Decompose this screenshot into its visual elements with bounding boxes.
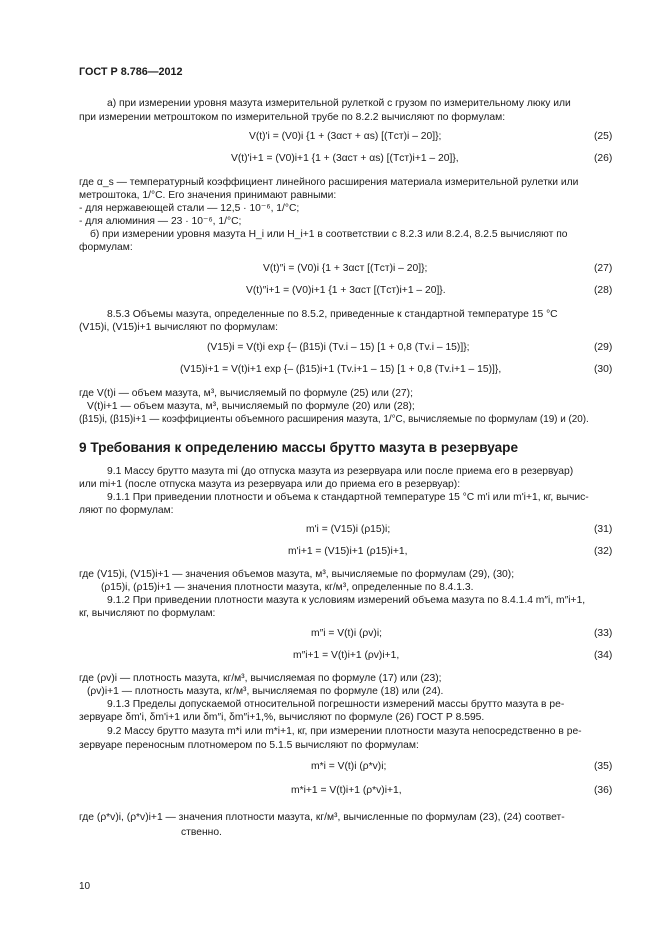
equation-number-31: (31) xyxy=(594,524,613,535)
section-92-line1: 9.2 Массу брутто мазута m*i или m*i+1, кг, при измерении плотности мазута непосредственно в ре- xyxy=(107,726,582,737)
formula-33: m″i = V(t)i (ρv)i; xyxy=(311,628,382,639)
equation-number-29: (29) xyxy=(594,342,613,353)
equation-number-33: (33) xyxy=(594,628,613,639)
formula-26: V(t)'i+1 = (V0)i+1 {1 + (3αст + αs) [(Tст)i+1 – 20]}, xyxy=(231,153,459,164)
paragraph-b-line1: б) при измерении уровня мазута H_i или H_i+1 в соответствии с 8.2.3 или 8.2.4, 8.2.5 вычисляют по xyxy=(90,229,568,240)
alpha-definition-line2: метроштока, 1/°С. Его значения принимают равными: xyxy=(79,190,337,201)
formula-27: V(t)″i = (V0)i {1 + 3αст [(Tст)i – 20]}; xyxy=(263,263,428,274)
paragraph-a-line2: при измерении метроштоком по измерительной трубе по 8.2.2 вычисляют по формулам: xyxy=(79,112,506,123)
section-912-line2: кг, вычисляют по формулам: xyxy=(79,608,216,619)
equation-number-26: (26) xyxy=(594,153,613,164)
alpha-definition-line1: где α_s — температурный коэффициент линейного расширения материала измерительной рулетки или xyxy=(79,177,579,188)
section-913-line2: зервуаре δm'i, δm'i+1 или δm″i, δm″i+1,%, вычисляют по формуле (26) ГОСТ Р 8.595. xyxy=(79,712,485,723)
formula-32: m'i+1 = (V15)i+1 (ρ15)i+1, xyxy=(288,546,408,557)
equation-number-25: (25) xyxy=(594,131,613,142)
paragraph-a-line1: а) при измерении уровня мазута измерительной рулеткой с грузом по измерительному люку или xyxy=(107,98,571,109)
section-911-line2: ляют по формулам: xyxy=(79,505,174,516)
section-912-line1: 9.1.2 При приведении плотности мазута к условиям измерений объема мазута по 8.4.1.4 m″i, m″i+1, xyxy=(107,595,586,606)
steel-value: - для нержавеющей стали — 12,5 · 10⁻⁶, 1/°С; xyxy=(79,203,300,214)
equation-number-28: (28) xyxy=(594,285,613,296)
section-853-line2: (V15)i, (V15)i+1 вычисляют по формулам: xyxy=(79,322,278,333)
aluminium-value: - для алюминия — 23 · 10⁻⁶, 1/°С; xyxy=(79,216,242,227)
equation-number-34: (34) xyxy=(594,650,613,661)
gde-rho-line2: (ρv)i+1 — плотность мазута, кг/м³, вычисляемая по формуле (18) или (24). xyxy=(87,686,444,697)
formula-25: V(t)'i = (V0)i {1 + (3αст + αs) [(Tст)i – 20]}; xyxy=(249,131,442,142)
formula-29: (V15)i = V(t)i exp {– (β15)i (Tv.i – 15) [1 + 0,8 (Tv.i – 15)]}; xyxy=(207,342,470,353)
where-line3: (β15)i, (β15)i+1 — коэффициенты объемного расширения мазута, 1/°С, вычисляемые по формулам (19) и (20). xyxy=(79,414,589,425)
equation-number-27: (27) xyxy=(594,263,613,274)
section-911-line1: 9.1.1 При приведении плотности и объема к стандартной температуре 15 °С m'i или m'i+1, кг, вычис- xyxy=(107,492,589,503)
section-91-line1: 9.1 Массу брутто мазута mi (до отпуска мазута из резервуара или после приема его в резервуар) xyxy=(107,466,574,477)
where-line1: где V(t)i — объем мазута, м³, вычисляемый по формуле (25) или (27); xyxy=(79,388,413,399)
document-header: ГОСТ Р 8.786—2012 xyxy=(79,66,183,78)
section-913-line1: 9.1.3 Пределы допускаемой относительной погрешности измерений массы брутто мазута в ре- xyxy=(107,699,565,710)
equation-number-30: (30) xyxy=(594,364,613,375)
formula-34: m″i+1 = V(t)i+1 (ρv)i+1, xyxy=(293,650,400,661)
final-where-line1: где (ρ*v)i, (ρ*v)i+1 — значения плотности мазута, кг/м³, вычисленные по формулам (23), (24) соответ- xyxy=(79,812,565,823)
equation-number-32: (32) xyxy=(594,546,613,557)
section-853-line1: 8.5.3 Объемы мазута, определенные по 8.5.2, приведенные к стандартной температуре 15 °С xyxy=(107,309,558,320)
gde-volume-line: где (V15)i, (V15)i+1 — значения объемов мазута, м³, вычисляемые по формулам (29), (30); xyxy=(79,569,515,580)
formula-30: (V15)i+1 = V(t)i+1 exp {– (β15)i+1 (Tv.i+1 – 15) [1 + 0,8 (Tv.i+1 – 15)]}, xyxy=(180,364,502,375)
gde-density-line: (ρ15)i, (ρ15)i+1 — значения плотности мазута, кг/м³, определенные по 8.4.1.3. xyxy=(101,582,474,593)
page-number: 10 xyxy=(79,881,91,892)
formula-31: m'i = (V15)i (ρ15)i; xyxy=(306,524,391,535)
where-line2: V(t)i+1 — объем мазута, м³, вычисляемый по формуле (20) или (28); xyxy=(87,401,415,412)
equation-number-36: (36) xyxy=(594,785,613,796)
section-9-heading: 9 Требования к определению массы брутто мазута в резервуаре xyxy=(79,440,519,455)
formula-35: m*i = V(t)i (ρ*v)i; xyxy=(311,761,387,772)
formula-36: m*i+1 = V(t)i+1 (ρ*v)i+1, xyxy=(291,785,402,796)
gde-rho-line1: где (ρv)i — плотность мазута, кг/м³, вычисляемая по формуле (17) или (23); xyxy=(79,673,442,684)
section-92-line2: зервуаре переносным плотномером по 5.1.5 вычисляют по формулам: xyxy=(79,740,419,751)
formula-28: V(t)″i+1 = (V0)i+1 {1 + 3αст [(Tст)i+1 – 20]}. xyxy=(246,285,446,296)
equation-number-35: (35) xyxy=(594,761,613,772)
paragraph-b-line2: формулам: xyxy=(79,242,133,253)
final-where-line2: ственно. xyxy=(181,827,222,838)
section-91-line2: или mi+1 (после отпуска мазута из резервуара или до приема его в резервуар): xyxy=(79,479,461,490)
